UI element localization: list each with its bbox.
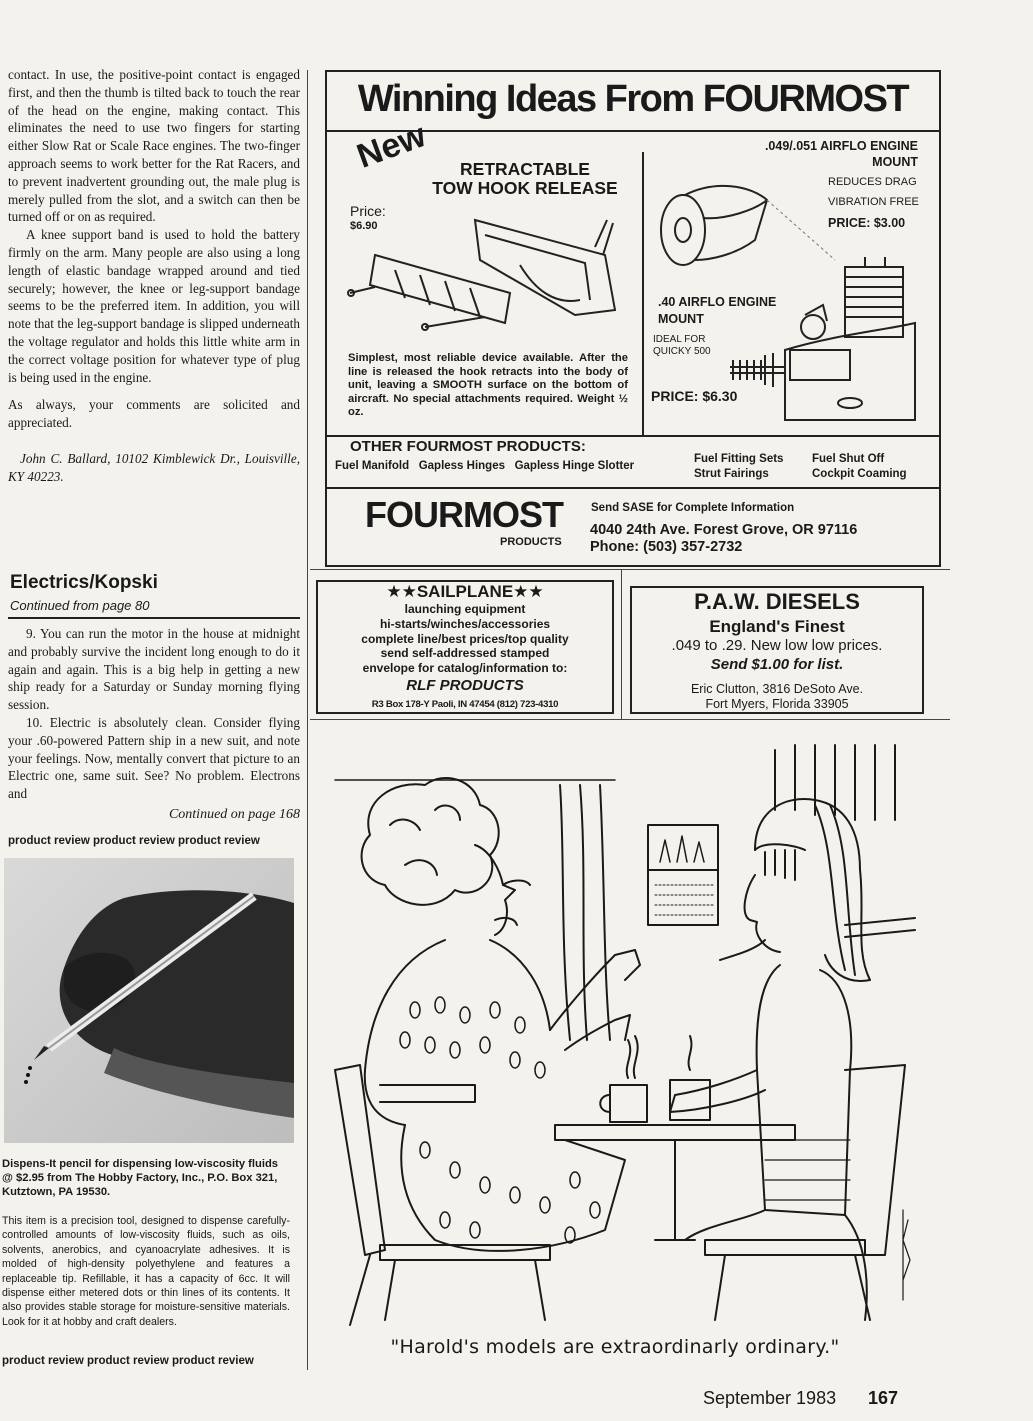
continued-on: Continued on page 168: [168, 806, 300, 822]
body-paragraph: 10. Electric is absolutely clean. Consider flying your .60-powered Pattern ship in a new suit, and note your feelings. Now, mentally convert that picture to an Electric one, same suit. See? No problem. Electrons and: [8, 714, 300, 802]
sailplane-line: complete line/best prices/top quality: [361, 631, 569, 646]
paw-line: Send $1.00 for list.: [710, 656, 844, 673]
author-signature: John C. Ballard, 10102 Kimblewick Dr., Louisville, KY 40223.: [8, 450, 300, 484]
other-product: Fuel Manifold: [335, 460, 410, 472]
sailplane-line: send self-addressed stamped: [380, 646, 550, 661]
left-column: [8, 66, 300, 486]
body-paragraph: contact. In use, the positive-point contact is engaged first, and then the thumb is tilted back to touch the rear of the head on the engine, making contact. This eliminates the need to use two fingers for starting either Slow Rat or Scale Race engines. The two-finger approach seems to work better for the Rat Racers, and to prevent inadvertent grounding out, the male plug is merely pulled from the slot, and a switch can then be turned off or on as required.: [8, 67, 300, 225]
other-products-list: [335, 460, 634, 472]
airflo-mount-small-icon: [655, 160, 840, 270]
retract-title: [420, 160, 630, 198]
continued-from: Continued from page 80: [10, 598, 150, 613]
mount1-price: PRICE: $3.00: [828, 216, 906, 230]
product-divider: [642, 152, 644, 435]
retract-title-line: TOW HOOK RELEASE: [432, 178, 618, 198]
other-product: Fuel Shut Off: [812, 453, 885, 465]
other-product: Fuel Fitting Sets: [694, 453, 784, 465]
engine-mount-drawing-icon: [725, 255, 925, 425]
mount2-ideal-line: IDEAL FOR: [653, 334, 706, 345]
price-label: Price:: [350, 203, 386, 219]
section-rule: [8, 617, 300, 619]
review-banner: product review product review product review: [8, 835, 260, 847]
mount1-feature: VIBRATION FREE: [828, 196, 919, 208]
footer-date: September 1983: [703, 1388, 837, 1408]
mount1-feature: REDUCES DRAG: [828, 176, 917, 188]
mount2-ideal: [653, 334, 711, 358]
brand-rule: [325, 487, 941, 489]
mount2-ideal-line: QUICKY 500: [653, 346, 711, 357]
new-badge: New: [352, 116, 431, 176]
other-product: Strut Fairings: [694, 468, 769, 480]
mount2-price: PRICE: $6.30: [651, 388, 738, 404]
retract-title-line: RETRACTABLE: [460, 159, 590, 179]
other-product: Gapless Hinges: [418, 460, 505, 472]
sailplane-address: R3 Box 178-Y Paoli, IN 47454 (812) 723-4310: [371, 698, 559, 710]
ads-top-rule: [310, 569, 950, 570]
sailplane-line: hi-starts/winches/accessories: [379, 616, 551, 631]
other-product: Cockpit Coaming: [812, 468, 907, 480]
tow-hook-drawing-icon: [345, 215, 635, 345]
products-rule: [325, 435, 941, 437]
mount1-title-line: MOUNT: [872, 155, 918, 169]
fourmost-phone: Phone: (503) 357-2732: [590, 539, 743, 555]
fourmost-brand: FOURMOST: [365, 494, 563, 535]
mount2-title-line: MOUNT: [658, 311, 704, 326]
retract-description: Simplest, most reliable device available. After the line is released the hook retracts into the body of unit, leaving a SMOOTH surface on the bottom of aircraft. No special attachments required. Weight ½ oz.: [348, 352, 628, 418]
body-paragraph: As always, your comments are solicited and appreciated.: [8, 397, 300, 431]
other-products-title: OTHER FOURMOST PRODUCTS:: [350, 438, 586, 455]
mount1-title-line: .049/.051 AIRFLO ENGINE: [764, 139, 918, 153]
paw-line: .049 to .29. New low low prices.: [671, 637, 883, 654]
paw-title: P.A.W. DIESELS: [694, 589, 860, 614]
other-products-col3: [812, 452, 907, 482]
other-product: Gapless Hinge Slotter: [514, 460, 635, 472]
column-divider: [307, 70, 308, 1370]
body-paragraph: A knee support band is used to hold the battery firmly on the arm. Many people are also using a long length of elastic bandage wrapped around and tied securely; however, the knee or leg-support bandage seems to be the preferred item. In addition, you will note that the leg-support bandage is slipped underneath the voltage regulator and holds this little white arm in the correct voltage position for whatever type of plug is being used in the engine.: [8, 227, 300, 385]
paw-line: Eric Clutton, 3816 DeSoto Ave.: [690, 682, 864, 696]
ads-bottom-rule: [310, 719, 950, 720]
electrics-column: [8, 625, 300, 824]
sailplane-line: launching equipment: [404, 602, 526, 616]
sailplane-text: [318, 582, 612, 713]
fourmost-sase: Send SASE for Complete Information: [591, 502, 795, 514]
sailplane-line: envelope for catalog/information to:: [362, 661, 568, 676]
paw-line: England's Finest: [709, 617, 845, 636]
mount2-title-line: .40 AIRFLO ENGINE: [658, 295, 777, 309]
ads-mid-divider: [621, 569, 622, 719]
review-banner-bottom: product review product review product review: [2, 1355, 254, 1367]
fourmost-address: 4040 24th Ave. Forest Grove, OR 97116: [590, 522, 858, 538]
cartoon-illustration-icon: [325, 740, 925, 1330]
review-body: This item is a precision tool, designed to dispense carefully-controlled amounts of low-viscosity fluids, such as oils, solvents, anerobics, and cyanoacrylate adhesives. It is molded of high-density polyethylene and features a replaceable tip. Refillable, it has a capacity of 6cc. It will dispense either metered dots or thin lines of its contents. It also provides stable storage for moisture-sensitive materials. Look for it at hobby and craft dealers.: [2, 1215, 290, 1328]
hand-pencil-photo-icon: [4, 858, 294, 1143]
section-title: Electrics/Kopski: [10, 572, 158, 593]
photo-caption: Dispens-It pencil for dispensing low-viscosity fluids @ $2.95 from The Hobby Factory, Inc., P.O. Box 321, Kutztown, PA 19530.: [2, 1158, 279, 1198]
paw-text: [632, 588, 922, 712]
paw-line: Fort Myers, Florida 33905: [705, 697, 849, 711]
sailplane-company: RLF PRODUCTS: [406, 676, 524, 694]
sailplane-title: ★★SAILPLANE★★: [386, 582, 544, 601]
other-products-col2: [694, 452, 783, 482]
price-value: $6.90: [350, 220, 378, 232]
fourmost-headline: Winning Ideas From FOURMOST: [357, 78, 909, 120]
cartoon-caption: "Harold's models are extraordinarly ordinary.": [390, 1336, 840, 1358]
body-paragraph: 9. You can run the motor in the house at midnight and probably survive the incident long enough to do it again and again. This is a big help in getting a new ship ready for a Saturday or Sunday morning flying session.: [8, 626, 300, 713]
product-photo: [4, 858, 294, 1143]
page-number: 167: [868, 1388, 899, 1408]
fourmost-brand-sub: PRODUCTS: [500, 536, 562, 548]
